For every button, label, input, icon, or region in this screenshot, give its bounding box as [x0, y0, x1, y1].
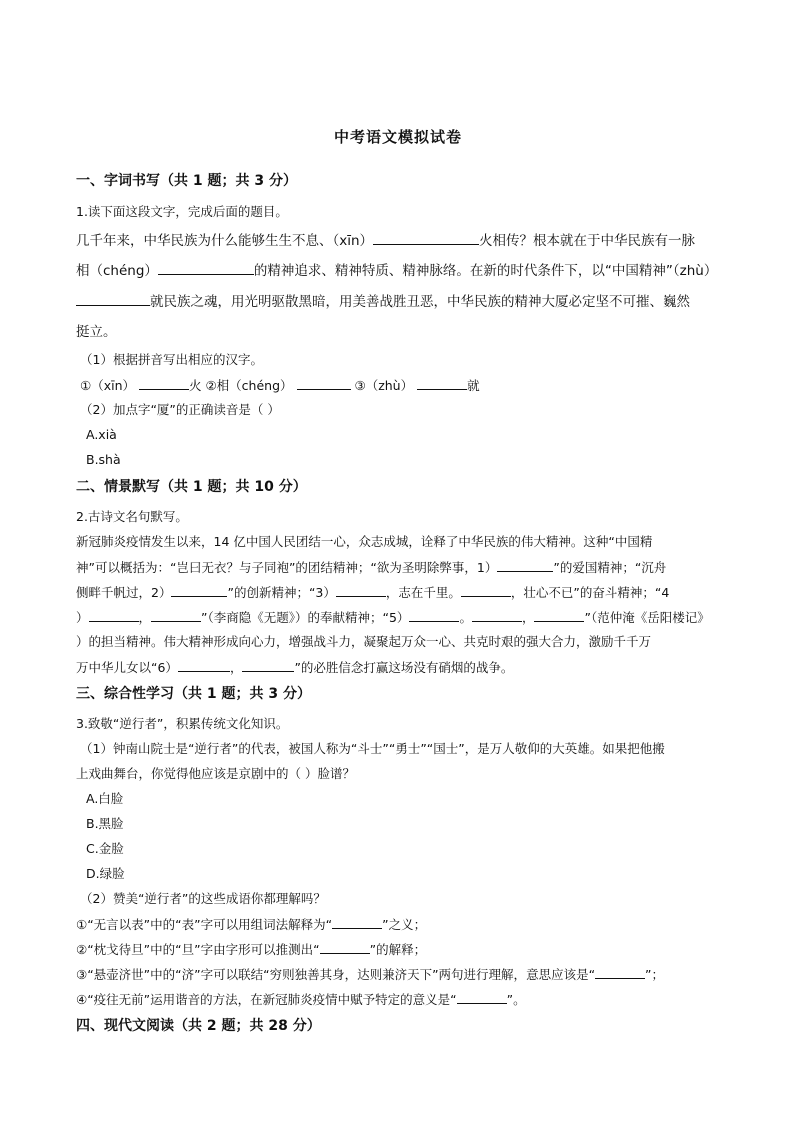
idiom-blank-1[interactable]: [332, 916, 382, 929]
q3-sub2: （2）赞美“逆行者”的这些成语你都理解吗？: [80, 891, 326, 906]
page-title: 中考语文模拟试卷: [333, 128, 462, 146]
section-2-heading: 二、情景默写（共 1 题；共 10 分）: [76, 479, 307, 495]
poem-blank-6a[interactable]: [178, 659, 230, 672]
q2-line-4: ） ， ”（李商隐《无题》）的奉献精神；“5） 。 ， ”（范仲淹《岳阳楼记》: [76, 610, 710, 625]
answer-blank-3[interactable]: [417, 377, 467, 390]
poem-blank-5b[interactable]: [472, 609, 522, 622]
q1-para-line-3: 就民族之魂，用光明驱散黑暗，用美善战胜丑恶，中华民族的精神大厦必定坚不可摧、巍然: [76, 293, 690, 310]
idiom-blank-4[interactable]: [457, 991, 507, 1004]
q3-option-a[interactable]: A.白脸: [86, 791, 124, 806]
answer-blank-1[interactable]: [139, 377, 189, 390]
idiom-blank-2[interactable]: [320, 941, 370, 954]
q3-sub1-line-2: 上戏曲舞台，你觉得他应该是京剧中的（ ）脸谱？: [76, 766, 355, 781]
q3-item-3: ③“悬壶济世”中的“济”字可以联结“穷则独善其身，达则兼济天下”两句进行理解，意思应该是“ ”；: [76, 967, 665, 982]
q3-option-b[interactable]: B.黑脸: [86, 816, 124, 831]
q1-sub2: （2）加点字“厦”的正确读音是（ ）: [80, 402, 280, 417]
poem-blank-6b[interactable]: [242, 659, 294, 672]
idiom-blank-3[interactable]: [595, 966, 645, 979]
poem-blank-1[interactable]: [497, 559, 553, 572]
section-3-heading: 三、综合性学习（共 1 题；共 3 分）: [76, 686, 311, 702]
section-4-heading: 四、现代文阅读（共 2 题；共 28 分）: [76, 1018, 321, 1034]
blank-cheng[interactable]: [158, 262, 254, 275]
poem-blank-5a[interactable]: [409, 609, 459, 622]
q3-item-1: ①“无言以表”中的“表”字可以用组词法解释为“ ”之义；: [76, 917, 427, 932]
q2-line-1: 新冠肺炎疫情发生以来，14 亿中国人民团结一心，众志成城，诠释了中华民族的伟大精神。这种“中国精: [76, 534, 653, 549]
q3-stem: 3.致敬“逆行者”，积累传统文化知识。: [76, 716, 289, 731]
q3-sub1-line-1: （1）钟南山院士是“逆行者”的代表，被国人称为“斗士”“勇士”“国士”，是万人敬仰的大英雄。如果把他搬: [80, 741, 665, 756]
blank-zhu[interactable]: [76, 293, 150, 306]
q1-para-line-1: 几千年来，中华民族为什么能够生生不息、（xīn） 火相传？根本就在于中华民族有一脉: [76, 233, 696, 249]
q1-sub1-fills: ①（xīn） 火 ②相（chéng） ③（zhù） 就: [80, 378, 480, 393]
poem-blank-5c[interactable]: [534, 609, 584, 622]
q1-option-b[interactable]: B.shà: [86, 452, 121, 467]
answer-blank-2[interactable]: [297, 377, 351, 390]
poem-blank-4a[interactable]: [89, 609, 139, 622]
q2-stem: 2.古诗文名句默写。: [76, 509, 188, 524]
q1-para-line-4: 挺立。: [76, 324, 117, 340]
q1-sub1: （1）根据拼音写出相应的汉字。: [80, 352, 263, 367]
blank-xin[interactable]: [373, 232, 479, 245]
q1-stem: 1.读下面这段文字，完成后面的题目。: [76, 204, 288, 219]
poem-blank-4b[interactable]: [151, 609, 201, 622]
q2-line-6: 万中华儿女以“6） ， ”的必胜信念打赢这场没有硝烟的战争。: [76, 660, 514, 675]
q3-item-2: ②“枕戈待旦”中的“旦”字由字形可以推测出“ ”的解释；: [76, 942, 427, 957]
q1-option-a[interactable]: A.xià: [86, 427, 117, 442]
q3-item-4: ④“疫往无前”运用谐音的方法，在新冠肺炎疫情中赋予特定的意义是“ ”。: [76, 992, 526, 1007]
poem-blank-3b[interactable]: [461, 584, 511, 597]
poem-blank-2[interactable]: [171, 584, 227, 597]
q2-line-2: 神”可以概括为：“岂曰无衣？与子同袍”的团结精神；“欲为圣明除弊事，1） ”的爱国精神；“沉舟: [76, 560, 667, 575]
q3-option-d[interactable]: D.绿脸: [86, 866, 125, 881]
q2-line-3: 侧畔千帆过，2） ”的创新精神；“3） ，志在千里。 ，壮心不已”的奋斗精神；“4: [76, 585, 670, 600]
section-1-heading: 一、字词书写（共 1 题；共 3 分）: [76, 173, 297, 189]
q3-option-c[interactable]: C.金脸: [86, 841, 124, 856]
q1-para-line-2: 相（chéng） 的精神追求、精神特质、精神脉络。在新的时代条件下，以“中国精神”（zhù）: [76, 263, 718, 279]
q2-line-5: ）的担当精神。伟大精神形成向心力，增强战斗力，凝聚起万众一心、共克时艰的强大合力，激励千千万: [76, 634, 652, 649]
poem-blank-3a[interactable]: [336, 584, 386, 597]
